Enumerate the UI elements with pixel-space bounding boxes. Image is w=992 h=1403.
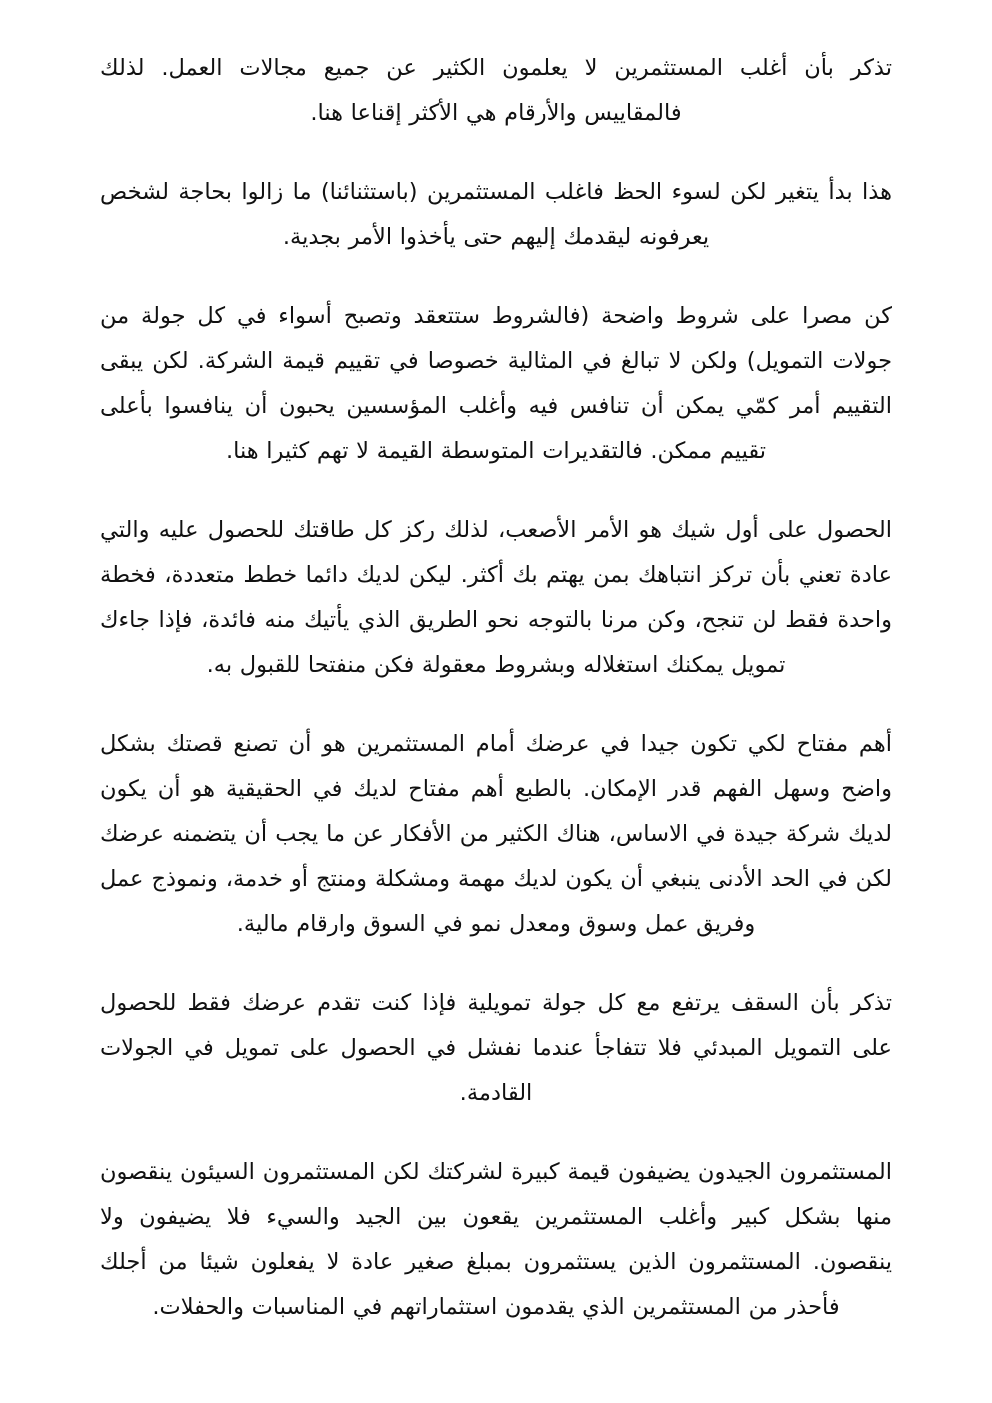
paragraph-3: كن مصرا على شروط واضحة (فالشروط ستتعقد وتصبح أسواء في كل جولة من جولات التمويل) ولكن لا تبالغ في المثالية خصوصا في تقييم قيمة الشركة. لكن يبقى التقييم أمر كمّي يمكن أن تنافس فيه وأغلب المؤسسين يحبون أن ينافسوا بأعلى تقييم ممكن. فالتقديرات المتوسطة القيمة لا تهم كثيرا هنا. [100,303,892,464]
paragraph-5: أهم مفتاح لكي تكون جيدا في عرضك أمام المستثمرين هو أن تصنع قصتك بشكل واضح وسهل الفهم قدر الإمكان. بالطبع أهم مفتاح لديك في الحقيقية هو أن يكون لديك شركة جيدة في الاساس، هناك الكثير من الأفكار عن ما يجب أن يتضمنه عرضك لكن في الحد الأدنى ينبغي أن يكون لديك مهمة ومشكلة ومنتج أو خدمة، ونموذج عمل وفريق عمل وسوق ومعدل نمو في السوق وارقام مالية. [100,731,892,937]
document-body [100,46,892,1330]
paragraph-4: الحصول على أول شيك هو الأمر الأصعب، لذلك ركز كل طاقتك للحصول عليه والتي عادة تعني بأن تركز انتباهك بمن يهتم بك أكثر. ليكن لديك دائما خطط متعددة، فخطة واحدة فقط لن تنجح، وكن مرنا بالتوجه نحو الطريق الذي يأتيك منه فائدة، فإذا جاءك تمويل يمكنك استغلاله وبشروط معقولة فكن منفتحا للقبول به. [100,517,892,678]
paragraph-2: هذا بدأ يتغير لكن لسوء الحظ فاغلب المستثمرين (باستثنائنا) ما زالوا بحاجة لشخص يعرفونه ليقدمك إليهم حتى يأخذوا الأمر بجدية. [100,179,892,250]
paragraph-7: المستثمرون الجيدون يضيفون قيمة كبيرة لشركتك لكن المستثمرون السيئون ينقصون منها بشكل كبير وأغلب المستثمرين يقعون بين الجيد والسيء فلا يضيفون ولا ينقصون. المستثمرون الذين يستثمرون بمبلغ صغير عادة لا يفعلون شيئا من أجلك فأحذر من المستثمرين الذي يقدمون استثماراتهم في المناسبات والحفلات. [100,1159,892,1320]
paragraph-1: تذكر بأن أغلب المستثمرين لا يعلمون الكثير عن جميع مجالات العمل. لذلك فالمقاييس والأرقام هي الأكثر إقناعا هنا. [100,55,892,126]
paragraph-6: تذكر بأن السقف يرتفع مع كل جولة تمويلية فإذا كنت تقدم عرضك فقط للحصول على التمويل المبدئي فلا تتفاجأ عندما نفشل في الحصول على تمويل في الجولات القادمة. [100,990,892,1106]
